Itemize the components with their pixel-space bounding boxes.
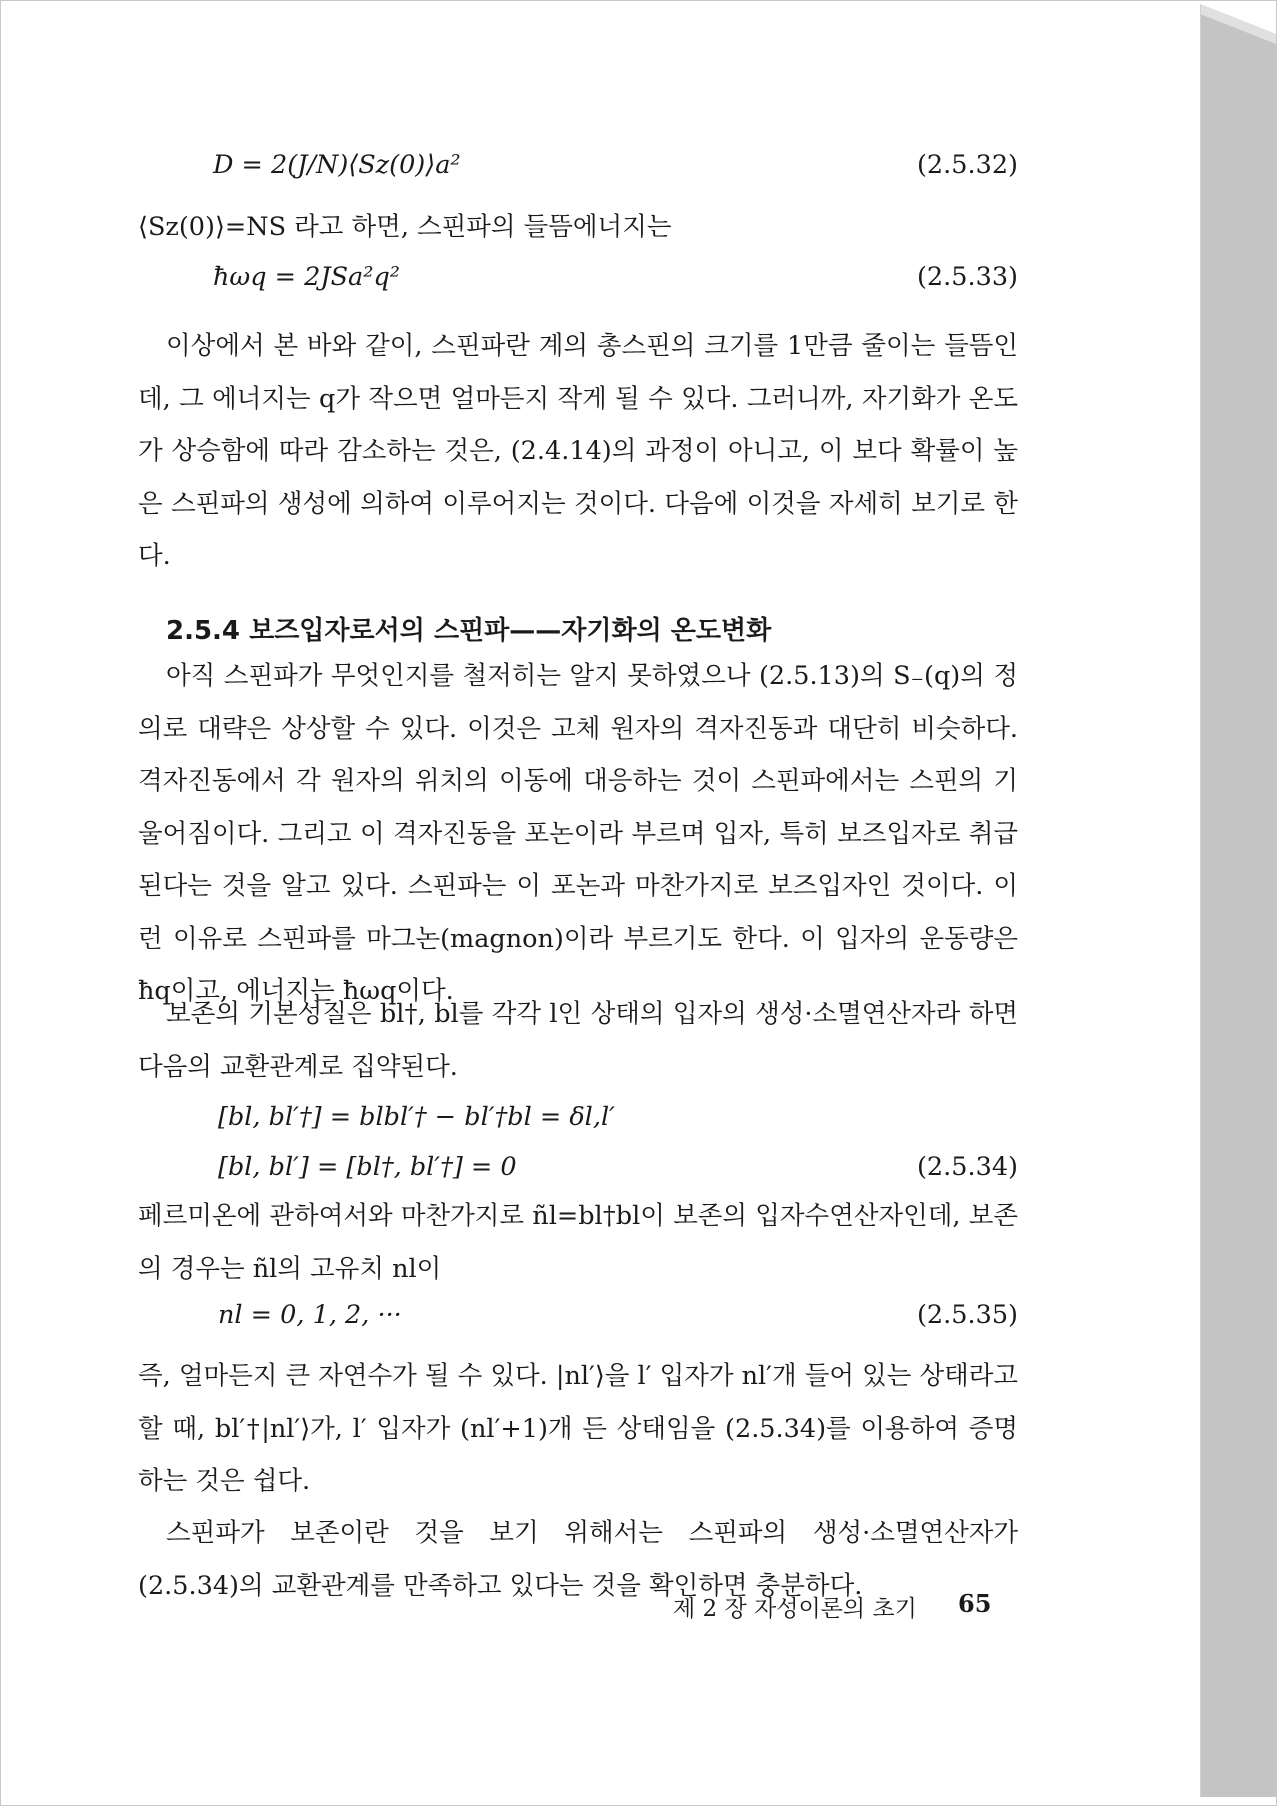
equation-2-5-35 <box>218 1300 1018 1330</box>
paragraph-5: 즉, 얼마든지 큰 자연수가 될 수 있다. |nl′⟩을 l′ 입자가 nl′개 들어 있는 상태라고 할 때, bl′†|nl′⟩가, l′ 입자가 (nl′+1)개 든 상태임을 (2.5.34)를 이용하여 증명하는 것은 쉽다. <box>138 1361 1018 1496</box>
paragraph-4: 페르미온에 관하여서와 마찬가지로 ñl=bl†bl이 보존의 입자수연산자인데, 보존의 경우는 ñl의 고유치 nl이 <box>138 1201 1018 1284</box>
equation-formula: [bl, bl′] = [bl†, bl′†] = 0 <box>218 1152 517 1182</box>
page-stack-edge <box>1200 4 1276 1797</box>
running-footer: 제 2 장 자성이론의 초기 <box>673 1596 917 1622</box>
page-number: 65 <box>958 1589 992 1618</box>
paragraph-3: 보존의 기본성질은 bl†, bl를 각각 l인 상태의 입자의 생성·소멸연산자라 하면 다음의 교환관계로 집약된다. <box>138 999 1018 1082</box>
text-line: ⟨Sz(0)⟩=NS 라고 하면, 스핀파의 들뜸에너지는 <box>138 212 672 242</box>
paragraph-1: 이상에서 본 바와 같이, 스핀파란 계의 총스핀의 크기를 1만큼 줄이는 들뜸인데, 그 에너지는 q가 작으면 얼마든지 작게 될 수 있다. 그러니까, 자기화가 온도가 상승함에 따라 감소하는 것은, (2.4.14)의 과정이 아니고, 이 보다 확률이 높은 스핀파의 생성에 의하여 이루어지는 것이다. 다음에 이것을 자세히 보기로 한다. <box>138 331 1018 571</box>
equation-number: (2.5.33) <box>916 262 1018 292</box>
section-heading: 2.5.4 보즈입자로서의 스핀파——자기화의 온도변화 <box>166 616 772 646</box>
equation-formula: D = 2(J/N)⟨Sz(0)⟩a² <box>213 150 461 180</box>
equation-number: (2.5.35) <box>916 1300 1018 1330</box>
equation-2-5-33 <box>213 262 1018 292</box>
equation-formula: ħωq = 2JSa²q² <box>213 262 401 292</box>
equation-2-5-32 <box>213 150 1018 180</box>
equation-number: (2.5.34) <box>916 1152 1018 1182</box>
equation-2-5-34a: [bl, bl′†] = blbl′† − bl′†bl = δl,l′ <box>218 1102 615 1132</box>
equation-formula: nl = 0, 1, 2, ··· <box>218 1300 402 1330</box>
paragraph-2: 아직 스핀파가 무엇인지를 철저히는 알지 못하였으나 (2.5.13)의 S₋(q)의 정의로 대략은 상상할 수 있다. 이것은 고체 원자의 격자진동과 대단히 비슷하다. 격자진동에서 각 원자의 위치의 이동에 대응하는 것이 스핀파에서는 스핀의 기울어짐이다. 그리고 이 격자진동을 포논이라 부르며 입자, 특히 보즈입자로 취급된다는 것을 알고 있다. 스핀파는 이 포논과 마찬가지로 보즈입자인 것이다. 이런 이유로 스핀파를 마그논(magnon)이라 부르기도 한다. 이 입자의 운동량은 ħq이고, 에너지는 ħωq이다. <box>138 661 1018 1006</box>
equation-2-5-34b <box>218 1152 1018 1182</box>
paragraph-6: 스핀파가 보존이란 것을 보기 위해서는 스핀파의 생성·소멸연산자가 (2.5.34)의 교환관계를 만족하고 있다는 것을 확인하면 충분하다. <box>138 1518 1018 1601</box>
equation-number: (2.5.32) <box>916 150 1018 180</box>
